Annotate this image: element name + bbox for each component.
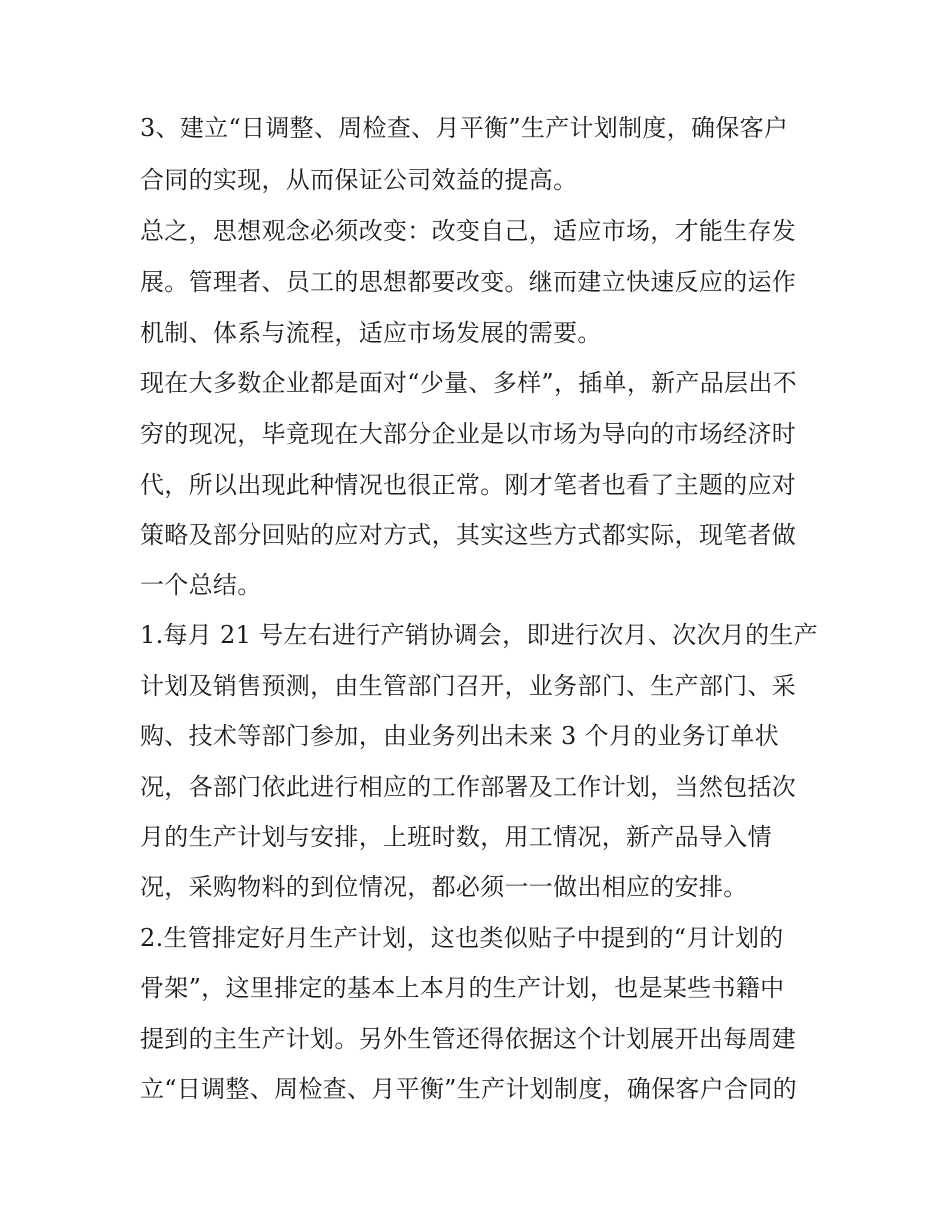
text-line-15: 月的生产计划与安排，上班时数，用工情况，新产品导入情 <box>140 823 772 851</box>
text-line-4: 展。管理者、员工的思想都要改变。继而建立快速反应的运作 <box>140 268 797 296</box>
text-line-11: 1.每月 21 号左右进行产销协调会，即进行次月、次次月的生产 <box>140 621 818 649</box>
text-line-1: 3、建立“日调整、周检查、月平衡”生产计划制度，确保客户 <box>140 114 789 142</box>
text-line-17: 2.生管排定好月生产计划，这也类似贴子中提到的“月计划的 <box>140 924 784 952</box>
text-line-10: 一个总结。 <box>140 571 262 599</box>
text-line-8: 代，所以出现此种情况也很正常。刚才笔者也看了主题的应对 <box>140 471 797 499</box>
text-line-14: 况，各部门依此进行相应的工作部署及工作计划，当然包括次 <box>140 773 797 801</box>
text-line-6: 现在大多数企业都是面对“少量、多样”，插单，新产品层出不 <box>140 369 797 397</box>
text-line-20: 立“日调整、周检查、月平衡”生产计划制度，确保客户合同的 <box>140 1075 797 1103</box>
text-line-19: 提到的主生产计划。另外生管还得依据这个计划展开出每周建 <box>140 1025 797 1053</box>
text-line-3: 总之，思想观念必须改变：改变自己，适应市场，才能生存发 <box>140 217 797 245</box>
text-line-18: 骨架”，这里排定的基本上本月的生产计划，也是某些书籍中 <box>140 974 785 1002</box>
text-line-9: 策略及部分回贴的应对方式，其实这些方式都实际，现笔者做 <box>140 521 797 549</box>
text-line-7: 穷的现况，毕竟现在大部分企业是以市场为导向的市场经济时 <box>140 420 797 448</box>
text-line-2: 合同的实现，从而保证公司效益的提高。 <box>140 166 578 194</box>
text-line-5: 机制、体系与流程，适应市场发展的需要。 <box>140 319 602 347</box>
text-line-13: 购、技术等部门参加，由业务列出未来 3 个月的业务订单状 <box>140 722 779 750</box>
text-line-12: 计划及销售预测，由生管部门召开，业务部门、生产部门、采 <box>140 672 797 700</box>
text-line-16: 况，采购物料的到位情况，都必须一一做出相应的安排。 <box>140 873 748 901</box>
